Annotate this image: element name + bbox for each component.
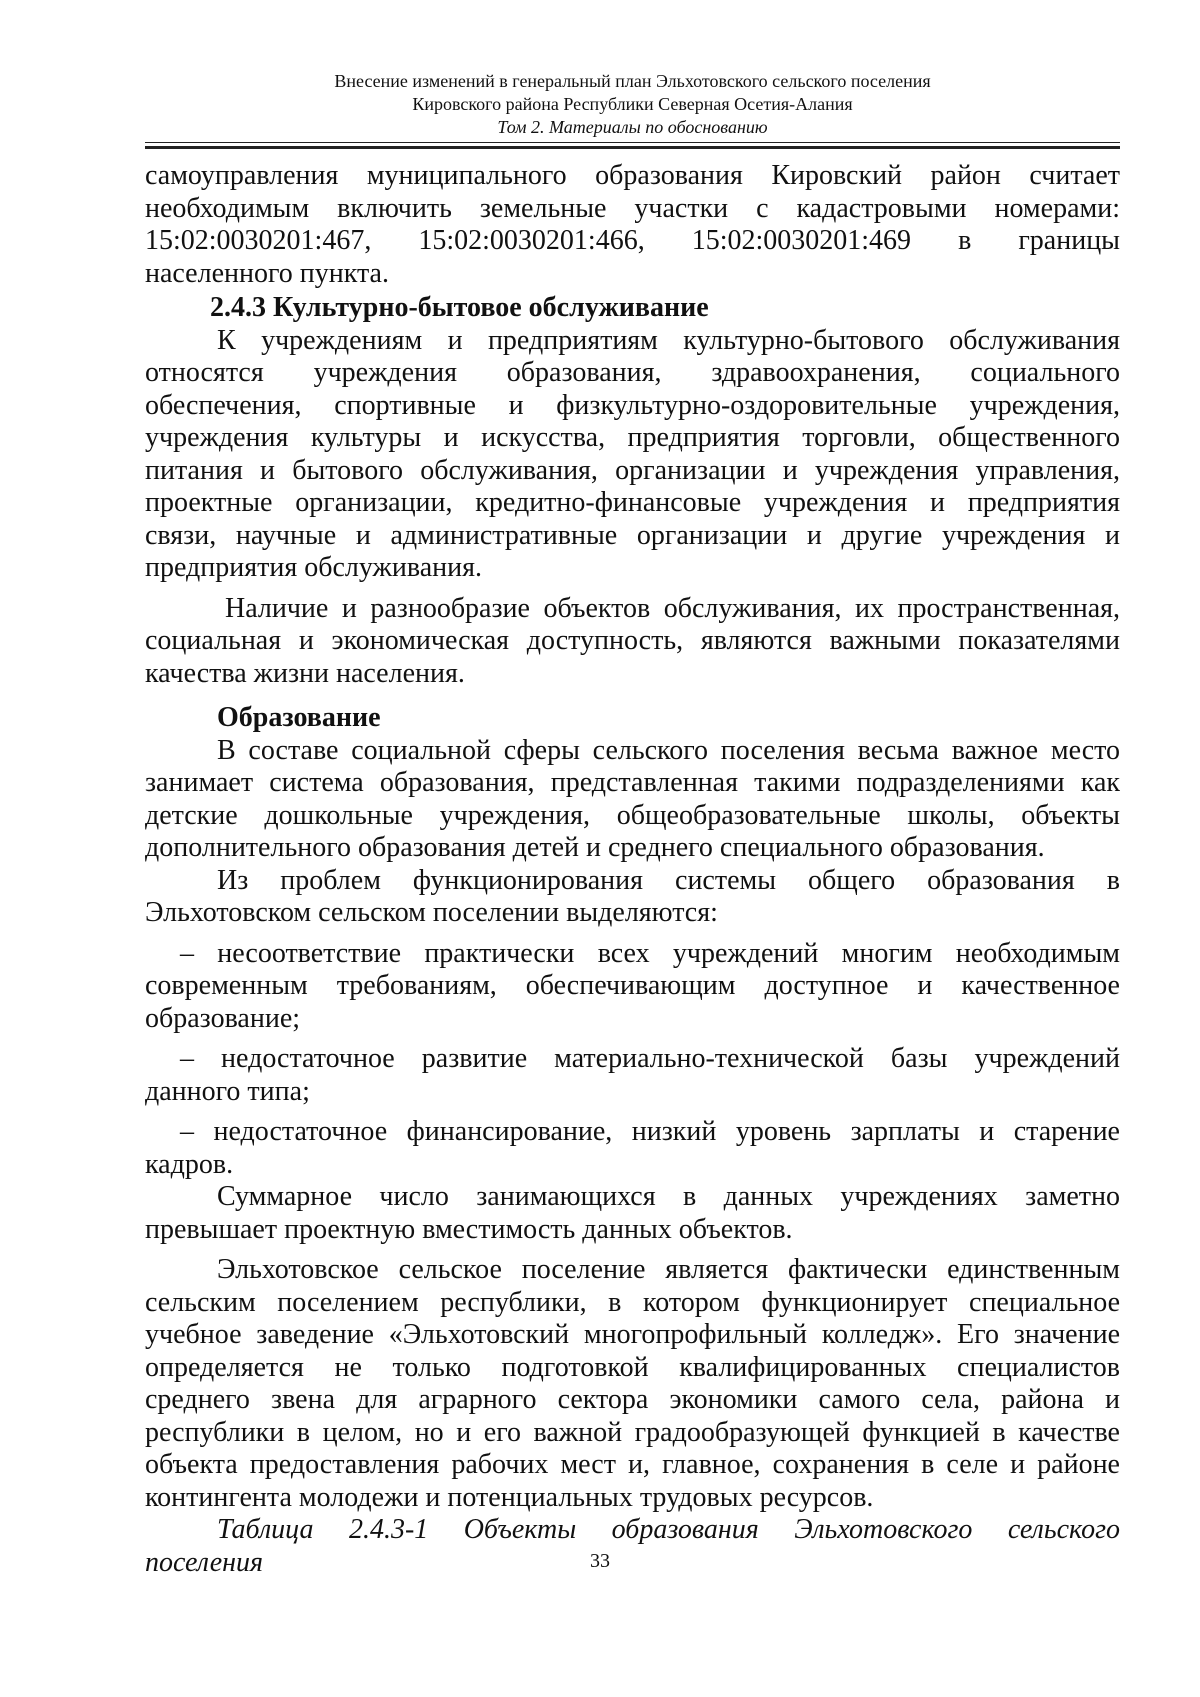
text-line: качества жизни населения. bbox=[145, 657, 465, 689]
section-heading: 2.4.3 Культурно-бытовое обслуживание bbox=[210, 292, 709, 323]
paragraph-college bbox=[145, 1254, 1120, 1514]
header-region-line: Кировского района Республики Северная Осетия-Алания bbox=[412, 94, 853, 114]
text-line: Таблица 2.4.3-1 Объекты образования Эльхотовского сельского bbox=[217, 1514, 1120, 1545]
text-line: объекта предоставления рабочих мест и, главное, сохранения в селе и районе bbox=[145, 1449, 1120, 1480]
text-line: необходимым включить земельные участки с кадастровыми номерами: bbox=[145, 192, 1120, 224]
text-line: современным требованиям, обеспечивающим доступное и качественное bbox=[145, 970, 1120, 1001]
text-line: поселения bbox=[145, 1546, 264, 1578]
text-line: Наличие и разнообразие объектов обслуживания, их пространственная, bbox=[225, 592, 1120, 624]
page-header bbox=[145, 70, 1120, 139]
text-line: связи, научные и административные организации и другие учреждения и bbox=[145, 519, 1120, 551]
text-line: республики в целом, но и его важной градообразующей функцией в качестве bbox=[145, 1416, 1120, 1448]
paragraph-cultural-services bbox=[145, 325, 1120, 585]
text-line: социальная и экономическая доступность, являются важными показателями bbox=[145, 625, 1120, 656]
text-line: Суммарное число занимающихся в данных учреждениях заметно bbox=[217, 1181, 1120, 1212]
text-line: обеспечения, спортивные и физкультурно-оздоровительные учреждения, bbox=[145, 389, 1120, 421]
text-line: данного типа; bbox=[145, 1075, 310, 1107]
text-line: – несоответствие практически всех учреждений многим необходимым bbox=[180, 937, 1120, 969]
paragraph-education bbox=[145, 735, 1120, 865]
text-line: образование; bbox=[145, 1002, 301, 1034]
text-line: занимает система образования, представленная такими подразделениями как bbox=[145, 767, 1120, 798]
paragraph-capacity bbox=[145, 1181, 1120, 1246]
header-title-line: Внесение изменений в генеральный план Эльхотовского сельского поселения bbox=[334, 71, 931, 91]
text-line: В составе социальной сферы сельского поселения весьма важное место bbox=[217, 734, 1120, 766]
text-line: 15:02:0030201:467, 15:02:0030201:466, 15:02:0030201:469 в границы bbox=[145, 225, 1120, 256]
text-line: К учреждениям и предприятиям культурно-бытового обслуживания bbox=[217, 324, 1120, 356]
text-line: – недостаточное развитие материально-технической базы учреждений bbox=[180, 1043, 1120, 1074]
page-number: 33 bbox=[590, 1550, 610, 1572]
paragraph-availability bbox=[145, 593, 1120, 691]
text-line: сельским поселением республики, в котором функционирует специальное bbox=[145, 1286, 1120, 1318]
text-line: Из проблем функционирования системы общего образования в bbox=[217, 864, 1120, 896]
text-line: определяется не только подготовкой квалифицированных специалистов bbox=[145, 1351, 1120, 1383]
text-line: кадров. bbox=[145, 1148, 234, 1180]
text-line: среднего звена для аграрного сектора экономики самого села, района и bbox=[145, 1384, 1120, 1415]
text-line: питания и бытового обслуживания, организации и учреждения управления, bbox=[145, 454, 1120, 486]
text-line: контингента молодежи и потенциальных трудовых ресурсов. bbox=[145, 1481, 874, 1513]
text-line: самоуправления муниципального образования Кировский район считает bbox=[145, 160, 1120, 191]
text-line: детские дошкольные учреждения, общеобразовательные школы, объекты bbox=[145, 799, 1120, 831]
text-line: населенного пункта. bbox=[145, 257, 389, 289]
header-volume-line: Том 2. Материалы по обоснованию bbox=[497, 117, 768, 137]
paragraph-problems bbox=[145, 865, 1120, 930]
text-line: – недостаточное финансирование, низкий уровень зарплаты и старение bbox=[180, 1116, 1120, 1147]
text-line: относятся учреждения образования, здравоохранения, социального bbox=[145, 357, 1120, 388]
text-line: Эльхотовском сельском поселении выделяются: bbox=[145, 897, 718, 928]
text-line: Эльхотовское сельское поселение является фактически единственным bbox=[217, 1254, 1120, 1285]
list-item-bullet bbox=[145, 1043, 1120, 1108]
text-line: учебное заведение «Эльхотовский многопрофильный колледж». Его значение bbox=[145, 1319, 1120, 1350]
text-line: превышает проектную вместимость данных объектов. bbox=[145, 1213, 793, 1245]
text-line: проектные организации, кредитно-финансовые учреждения и предприятия bbox=[145, 487, 1120, 518]
paragraph-boundaries bbox=[145, 160, 1120, 290]
header-rule-thick bbox=[145, 146, 1120, 149]
text-line: учреждения культуры и искусства, предприятия торговли, общественного bbox=[145, 422, 1120, 453]
list-item-bullet bbox=[145, 938, 1120, 1036]
document-body bbox=[145, 160, 1120, 1579]
text-line: дополнительного образования детей и среднего специального образования. bbox=[145, 832, 1045, 863]
list-item-bullet bbox=[145, 1116, 1120, 1181]
header-rule-thin bbox=[145, 142, 1120, 143]
text-line: предприятия обслуживания. bbox=[145, 552, 482, 583]
subsection-heading: Образование bbox=[217, 702, 381, 733]
